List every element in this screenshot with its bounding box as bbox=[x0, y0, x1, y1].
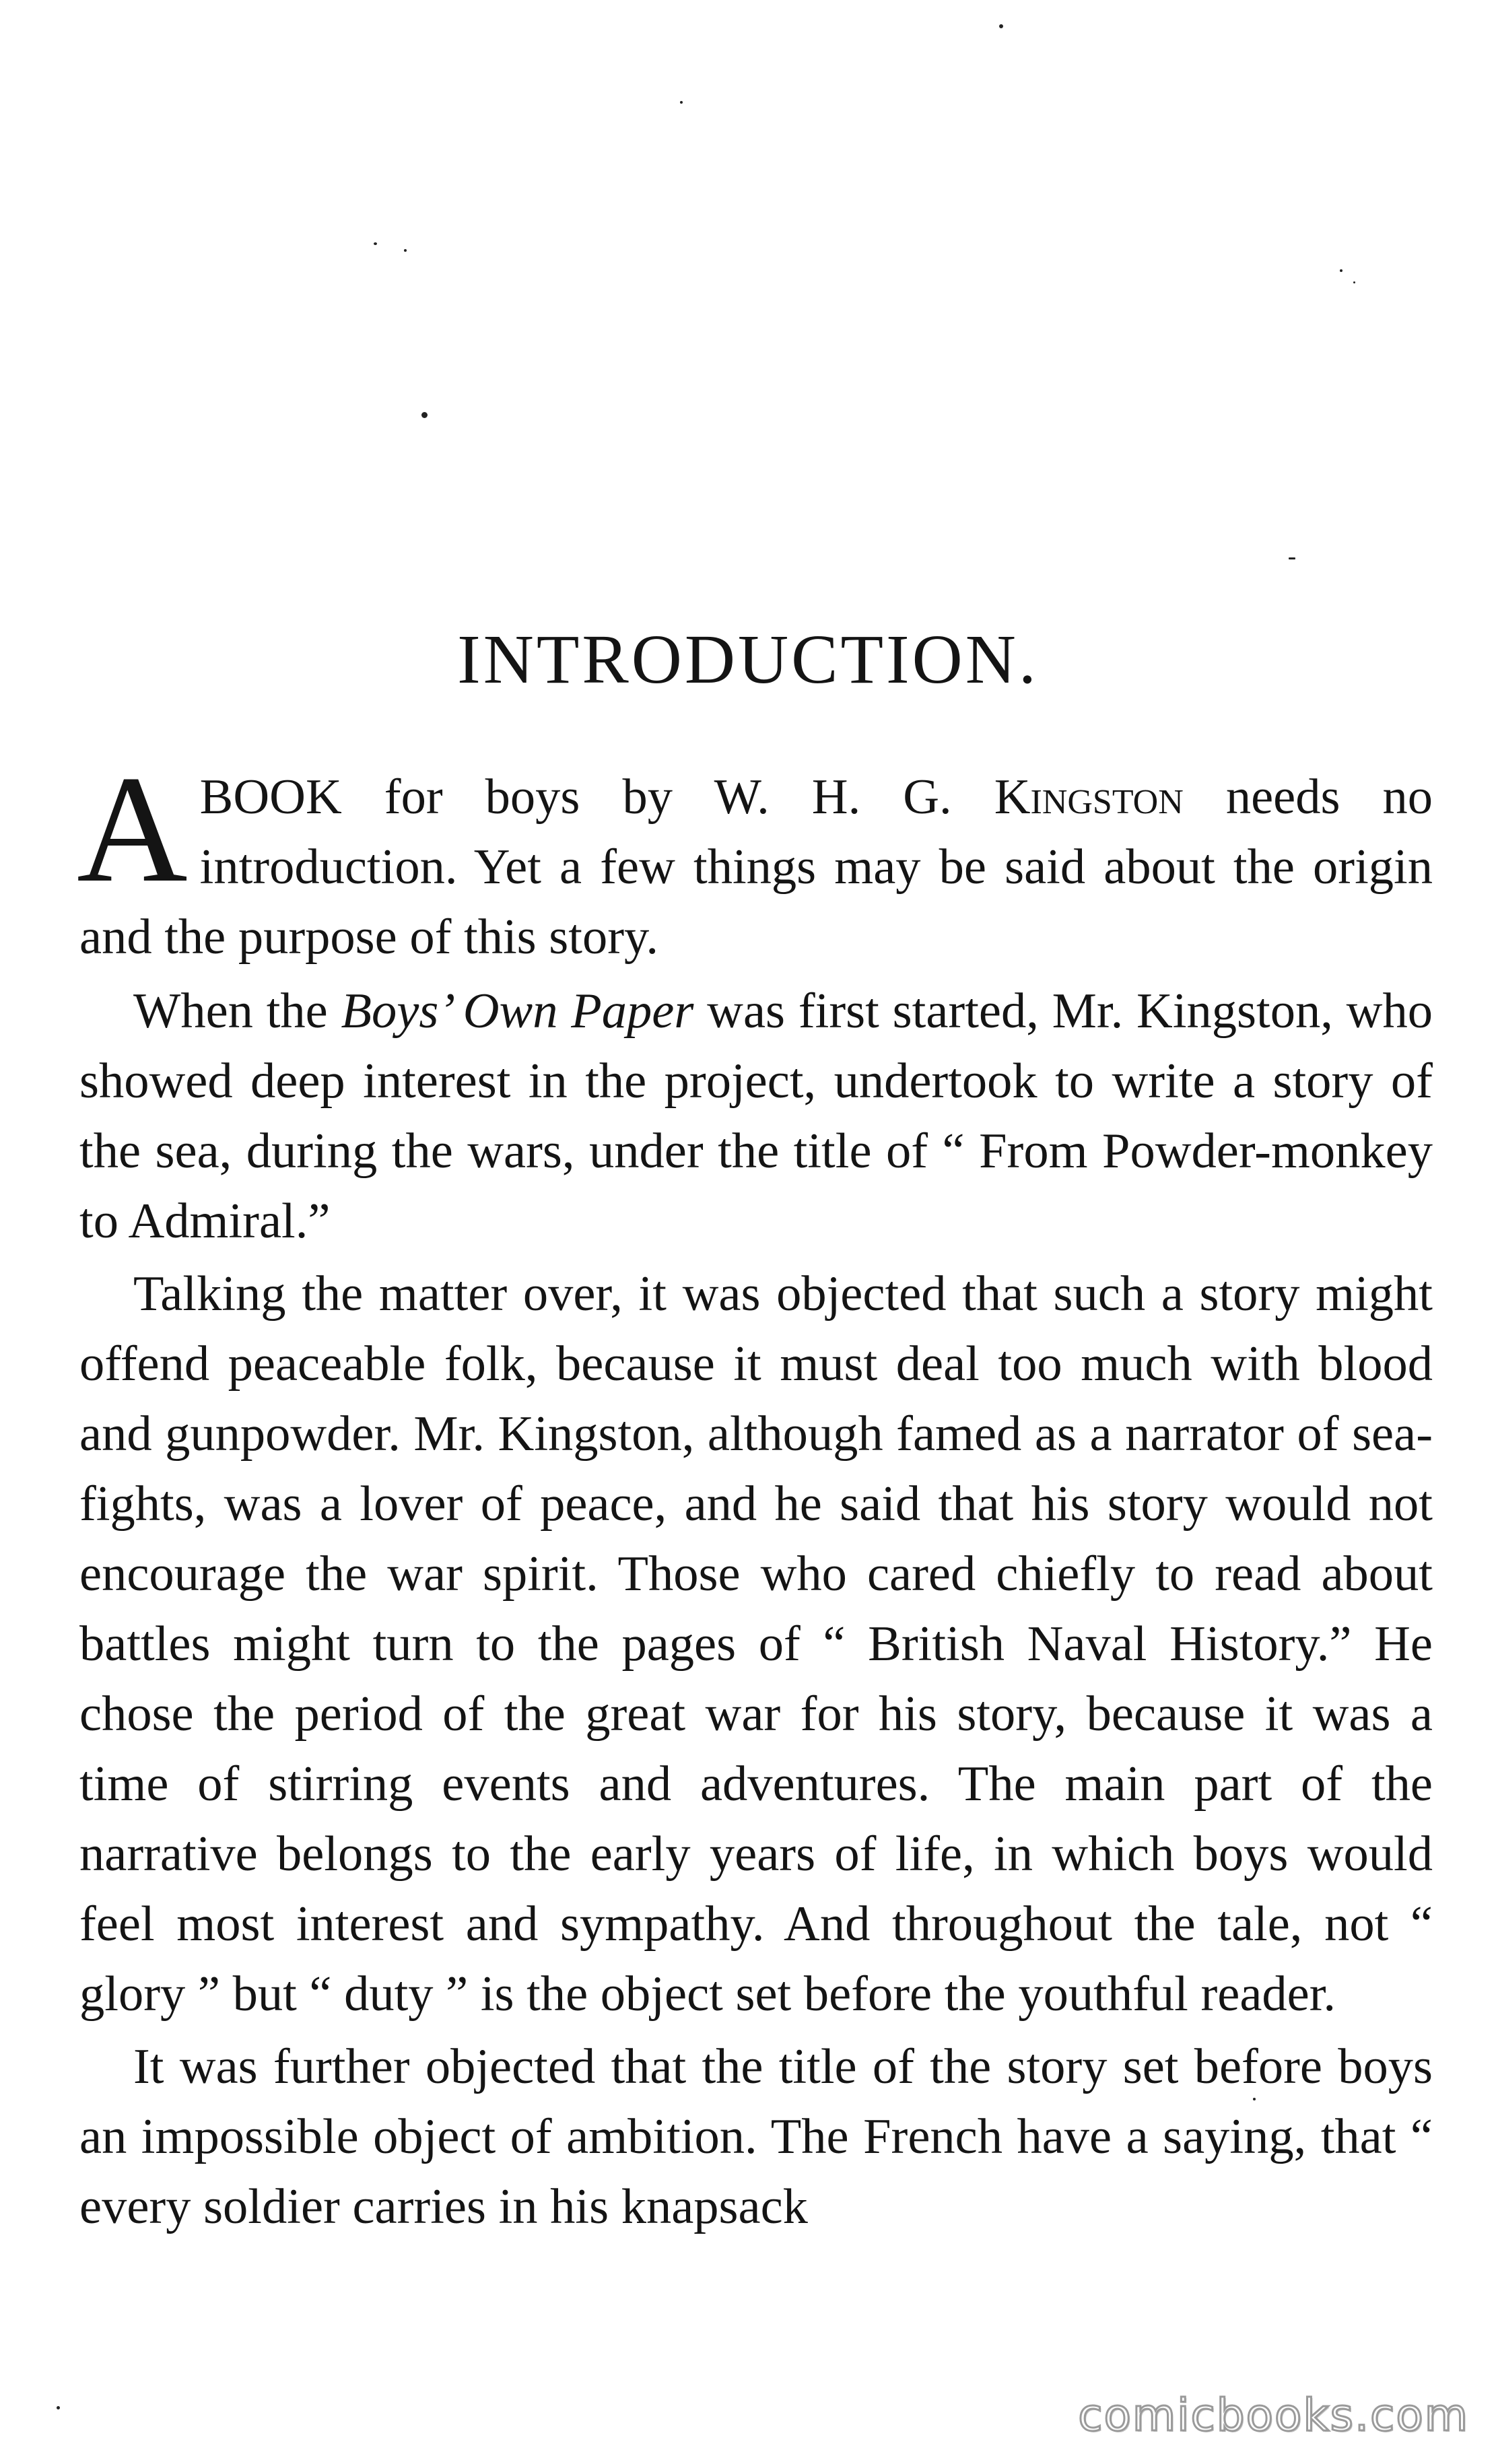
print-speck bbox=[1289, 557, 1295, 559]
watermark-logo: comicbooks.com bbox=[1078, 2389, 1469, 2441]
print-speck bbox=[1353, 281, 1355, 283]
print-speck bbox=[404, 249, 407, 252]
paragraph-2 bbox=[79, 976, 1433, 1256]
paragraph-3: Talking the matter over, it was objected that such a story might offend peaceable folk, because it must deal too much with blood and gunpowder. Mr. Kingston, although famed as a narrator of sea-fights, was a lover of peace, and he said that his story would not encourage the war spirit. Those who cared chiefly to read about battles might turn to the pages of “ British Naval History.” He chose the period of the great war for his story, because it was a time of stirring events and adventures. The main part of the narrative belongs to the early years of life, in which boys would feel most interest and sympathy. And throughout the tale, not “ glory ” but “ duty ” is the object set before the youthful reader. bbox=[79, 1266, 1433, 2022]
print-speck bbox=[999, 24, 1003, 28]
print-speck bbox=[57, 2406, 60, 2409]
paragraph-1-text-end: needs no introduction. Yet a few things may be said about the origin and the purpose of this story. bbox=[79, 769, 1433, 965]
introduction-body bbox=[77, 745, 1433, 2245]
print-speck bbox=[421, 412, 428, 418]
paragraph-4: It was further objected that the title of the story set before boys an impossible object of ambition. The French have a saying, that “ every soldier carries in his knapsack bbox=[79, 2039, 1433, 2234]
paragraph-1-text-start: BOOK for boys by W. H. G. bbox=[199, 769, 994, 825]
paragraph-2-lead: When the bbox=[133, 984, 341, 1039]
author-name: Kingston bbox=[994, 769, 1184, 825]
page-title: INTRODUCTION. bbox=[457, 621, 1039, 698]
paragraph-1 bbox=[77, 745, 1433, 972]
print-speck bbox=[1340, 269, 1342, 272]
paragraph-2-text: was first started, Mr. Kingston, who showed deep interest in the project, undertook to write a story of the sea, during the wars, under the title of “ From Powder-monkey to Admiral.” bbox=[79, 984, 1433, 1249]
print-speck bbox=[374, 242, 377, 245]
publication-title: Boys’ Own Paper bbox=[341, 984, 694, 1039]
drop-cap: A bbox=[77, 745, 188, 914]
print-speck bbox=[680, 101, 683, 104]
